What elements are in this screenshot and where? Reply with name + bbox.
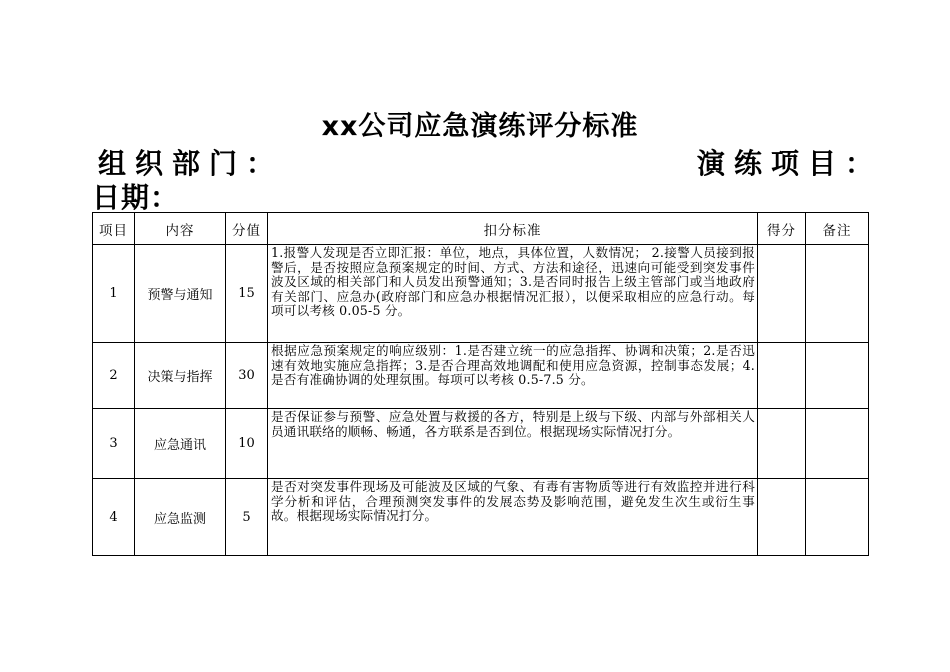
header-item: 项目	[93, 213, 135, 245]
cell-criteria: 根据应急预案规定的响应级别：1.是否建立统一的应急指挥、协调和决策；2.是否迅速有效地实施应急指挥；3.是否合理高效地调配和使用应急资源，控制事态发展；4.是否有准确协调的处理氛围。每项可以考核 0.5-7.5 分。	[268, 343, 758, 409]
cell-item: 1	[93, 245, 135, 343]
cell-content: 预警与通知	[135, 245, 226, 343]
cell-criteria: 是否对突发事件现场及可能波及区域的气象、有毒有害物质等进行有效监控并进行科学分析和评估，合理预测突发事件的发展态势及影响范围，避免发生次生或衍生事故。根据现场实际情况打分。	[268, 479, 758, 556]
cell-score[interactable]	[758, 409, 806, 479]
cell-item: 2	[93, 343, 135, 409]
cell-score[interactable]	[758, 343, 806, 409]
cell-remark[interactable]	[806, 343, 869, 409]
cell-content: 应急监测	[135, 479, 226, 556]
header-content: 内容	[135, 213, 226, 245]
cell-content: 应急通讯	[135, 409, 226, 479]
table-row	[93, 479, 869, 556]
date-label: 日期：	[92, 181, 180, 214]
cell-score-value: 10	[226, 409, 268, 479]
scoring-table	[92, 212, 869, 556]
header-criteria: 扣分标准	[268, 213, 758, 245]
cell-remark[interactable]	[806, 245, 869, 343]
table-header-row	[93, 213, 869, 245]
cell-content: 决策与指挥	[135, 343, 226, 409]
header-score-value: 分值	[226, 213, 268, 245]
document-title: xx公司应急演练评分标准	[321, 111, 639, 142]
header-score: 得分	[758, 213, 806, 245]
header-remark: 备注	[806, 213, 869, 245]
table-row	[93, 245, 869, 343]
cell-remark[interactable]	[806, 409, 869, 479]
project-label: 演练项目：	[697, 147, 883, 180]
table-row	[93, 409, 869, 479]
cell-score-value: 30	[226, 343, 268, 409]
table-row	[93, 343, 869, 409]
cell-criteria: 是否保证参与预警、应急处置与救援的各方，特别是上级与下级、内部与外部相关人员通讯联络的顺畅、畅通，各方联系是否到位。根据现场实际情况打分。	[268, 409, 758, 479]
cell-item: 3	[93, 409, 135, 479]
cell-score[interactable]	[758, 245, 806, 343]
cell-score-value: 5	[226, 479, 268, 556]
cell-score[interactable]	[758, 479, 806, 556]
organization-label: 组织部门：	[98, 147, 284, 180]
cell-remark[interactable]	[806, 479, 869, 556]
cell-score-value: 15	[226, 245, 268, 343]
cell-criteria: 1.报警人发现是否立即汇报：单位，地点，具体位置，人数情况； 2.接警人员接到报警后，是否按照应急预案规定的时间、方式、方法和途径，迅速向可能受到突发事件波及区域的相关部门和人员发出预警通知；3.是否同时报告上级主管部门或当地政府有关部门、应急办(政府部门和应急办根据情况汇报），以便采取相应的应急行动。每项可以考核 0.05-5 分。	[268, 245, 758, 343]
cell-item: 4	[93, 479, 135, 556]
